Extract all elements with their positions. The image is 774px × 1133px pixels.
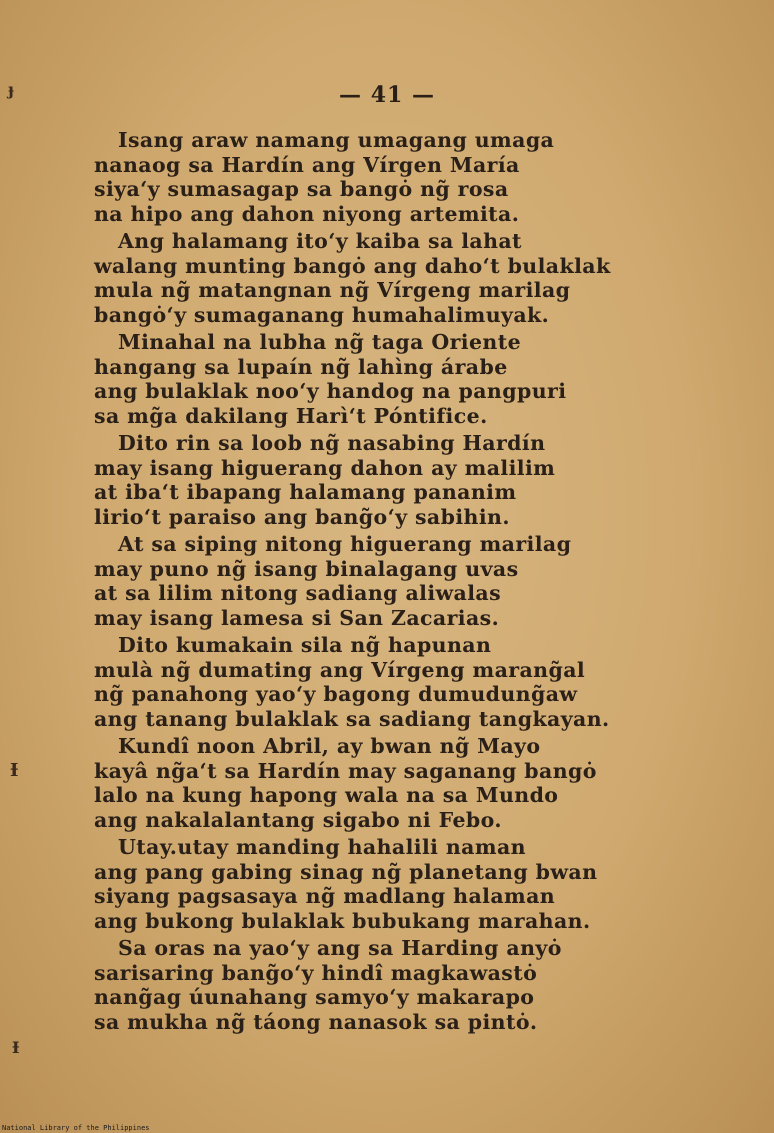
stanza <box>94 734 754 832</box>
poem-line: Ang halamang ito‘y kaiba sa lahat <box>118 229 522 253</box>
poem-line: nanaog sa Hardín ang Vírgen María <box>94 152 520 177</box>
poem-line: Isang araw namang umagang umaga <box>118 128 555 152</box>
poem-line: Sa oras na yao‘y ang sa Harding anyȯ <box>118 936 562 960</box>
poem-line: siya‘y sumasagap sa bangȯ ng̃ rosa <box>94 177 509 201</box>
poem-line: Minahal na lubha ng̃ taga Oriente <box>118 330 522 354</box>
poem-line: may puno ng̃ isang binalagang uvas <box>94 556 519 581</box>
poem-line: walang munting bangȯ ang daho‘t bulaklak <box>94 253 611 278</box>
poem-line: Dito kumakain sila ng̃ hapunan <box>118 633 492 657</box>
poem-line: Utay.utay manding hahalili naman <box>118 835 526 859</box>
poem-line: nang̃ag úunahang samyo‘y makarapo <box>94 985 535 1009</box>
margin-mark: ɟ <box>8 80 15 99</box>
stanza <box>94 330 754 428</box>
page-number: — 41 — <box>339 82 435 108</box>
poem-line: at iba‘t ibapang halamang pananim <box>94 480 517 504</box>
stanza <box>94 229 754 327</box>
poem-line: mulà ng̃ dumating ang Vírgeng marang̃al <box>94 657 586 682</box>
stanza <box>94 128 754 226</box>
poem-line: ang bulaklak noo‘y handog na pangpuri <box>94 379 567 403</box>
poem-line: ang tanang bulaklak sa sadiang tangkayan. <box>94 706 610 731</box>
poem-line: may isang lamesa si San Zacarias. <box>94 605 500 630</box>
margin-mark: Ɨ <box>12 1038 20 1057</box>
poem <box>94 128 754 1037</box>
poem-line: ang pang gabing sinag ng̃ planetang bwan <box>94 859 598 884</box>
stanza <box>94 431 754 529</box>
poem-line: at sa lilim nitong sadiang aliwalas <box>94 581 502 605</box>
poem-line: na hipo ang dahon niyong artemita. <box>94 201 520 226</box>
stanza <box>94 532 754 630</box>
poem-line: ang bukong bulaklak bubukang marahan. <box>94 908 591 933</box>
poem-line: Dito rin sa loob ng̃ nasabing Hardín <box>118 431 546 455</box>
poem-line: lirio‘t paraiso ang bang̃o‘y sabihin. <box>94 504 510 529</box>
poem-line: may isang higuerang dahon ay malilim <box>94 455 556 480</box>
poem-line: lalo na kung hapong wala na sa Mundo <box>94 783 559 807</box>
poem-line: At sa siping nitong higuerang marilag <box>118 532 572 556</box>
poem-line: ang nakalalantang sigabo ni Febo. <box>94 807 502 832</box>
poem-line: hangang sa lupaín ng̃ lahìng árabe <box>94 354 508 379</box>
poem-line: bangȯ‘y sumaganang humahalimuyak. <box>94 302 550 327</box>
poem-line: kayâ ng̃a‘t sa Hardín may saganang bangȯ <box>94 758 597 783</box>
footer-credit: National Library of the Philippines <box>2 1124 150 1132</box>
stanza <box>94 936 754 1034</box>
poem-line: Kundî noon Abril, ay bwan ng̃ Mayo <box>118 734 541 758</box>
poem-line: sa mg̃a dakilang Harì‘t Póntifice. <box>94 403 488 428</box>
poem-line: siyang pagsasaya ng̃ madlang halaman <box>94 884 556 908</box>
poem-line: sa mukha ng̃ táong nanasok sa pintȯ. <box>94 1009 538 1034</box>
stanza <box>94 633 754 731</box>
stanza <box>94 835 754 933</box>
poem-line: sarisaring bang̃o‘y hindî magkawastȯ <box>94 960 538 985</box>
margin-mark: Ɨ <box>10 760 19 781</box>
poem-line: ng̃ panahong yao‘y bagong dumudung̃aw <box>94 682 578 706</box>
poem-line: mula ng̃ matangnan ng̃ Vírgeng marilag <box>94 278 571 302</box>
